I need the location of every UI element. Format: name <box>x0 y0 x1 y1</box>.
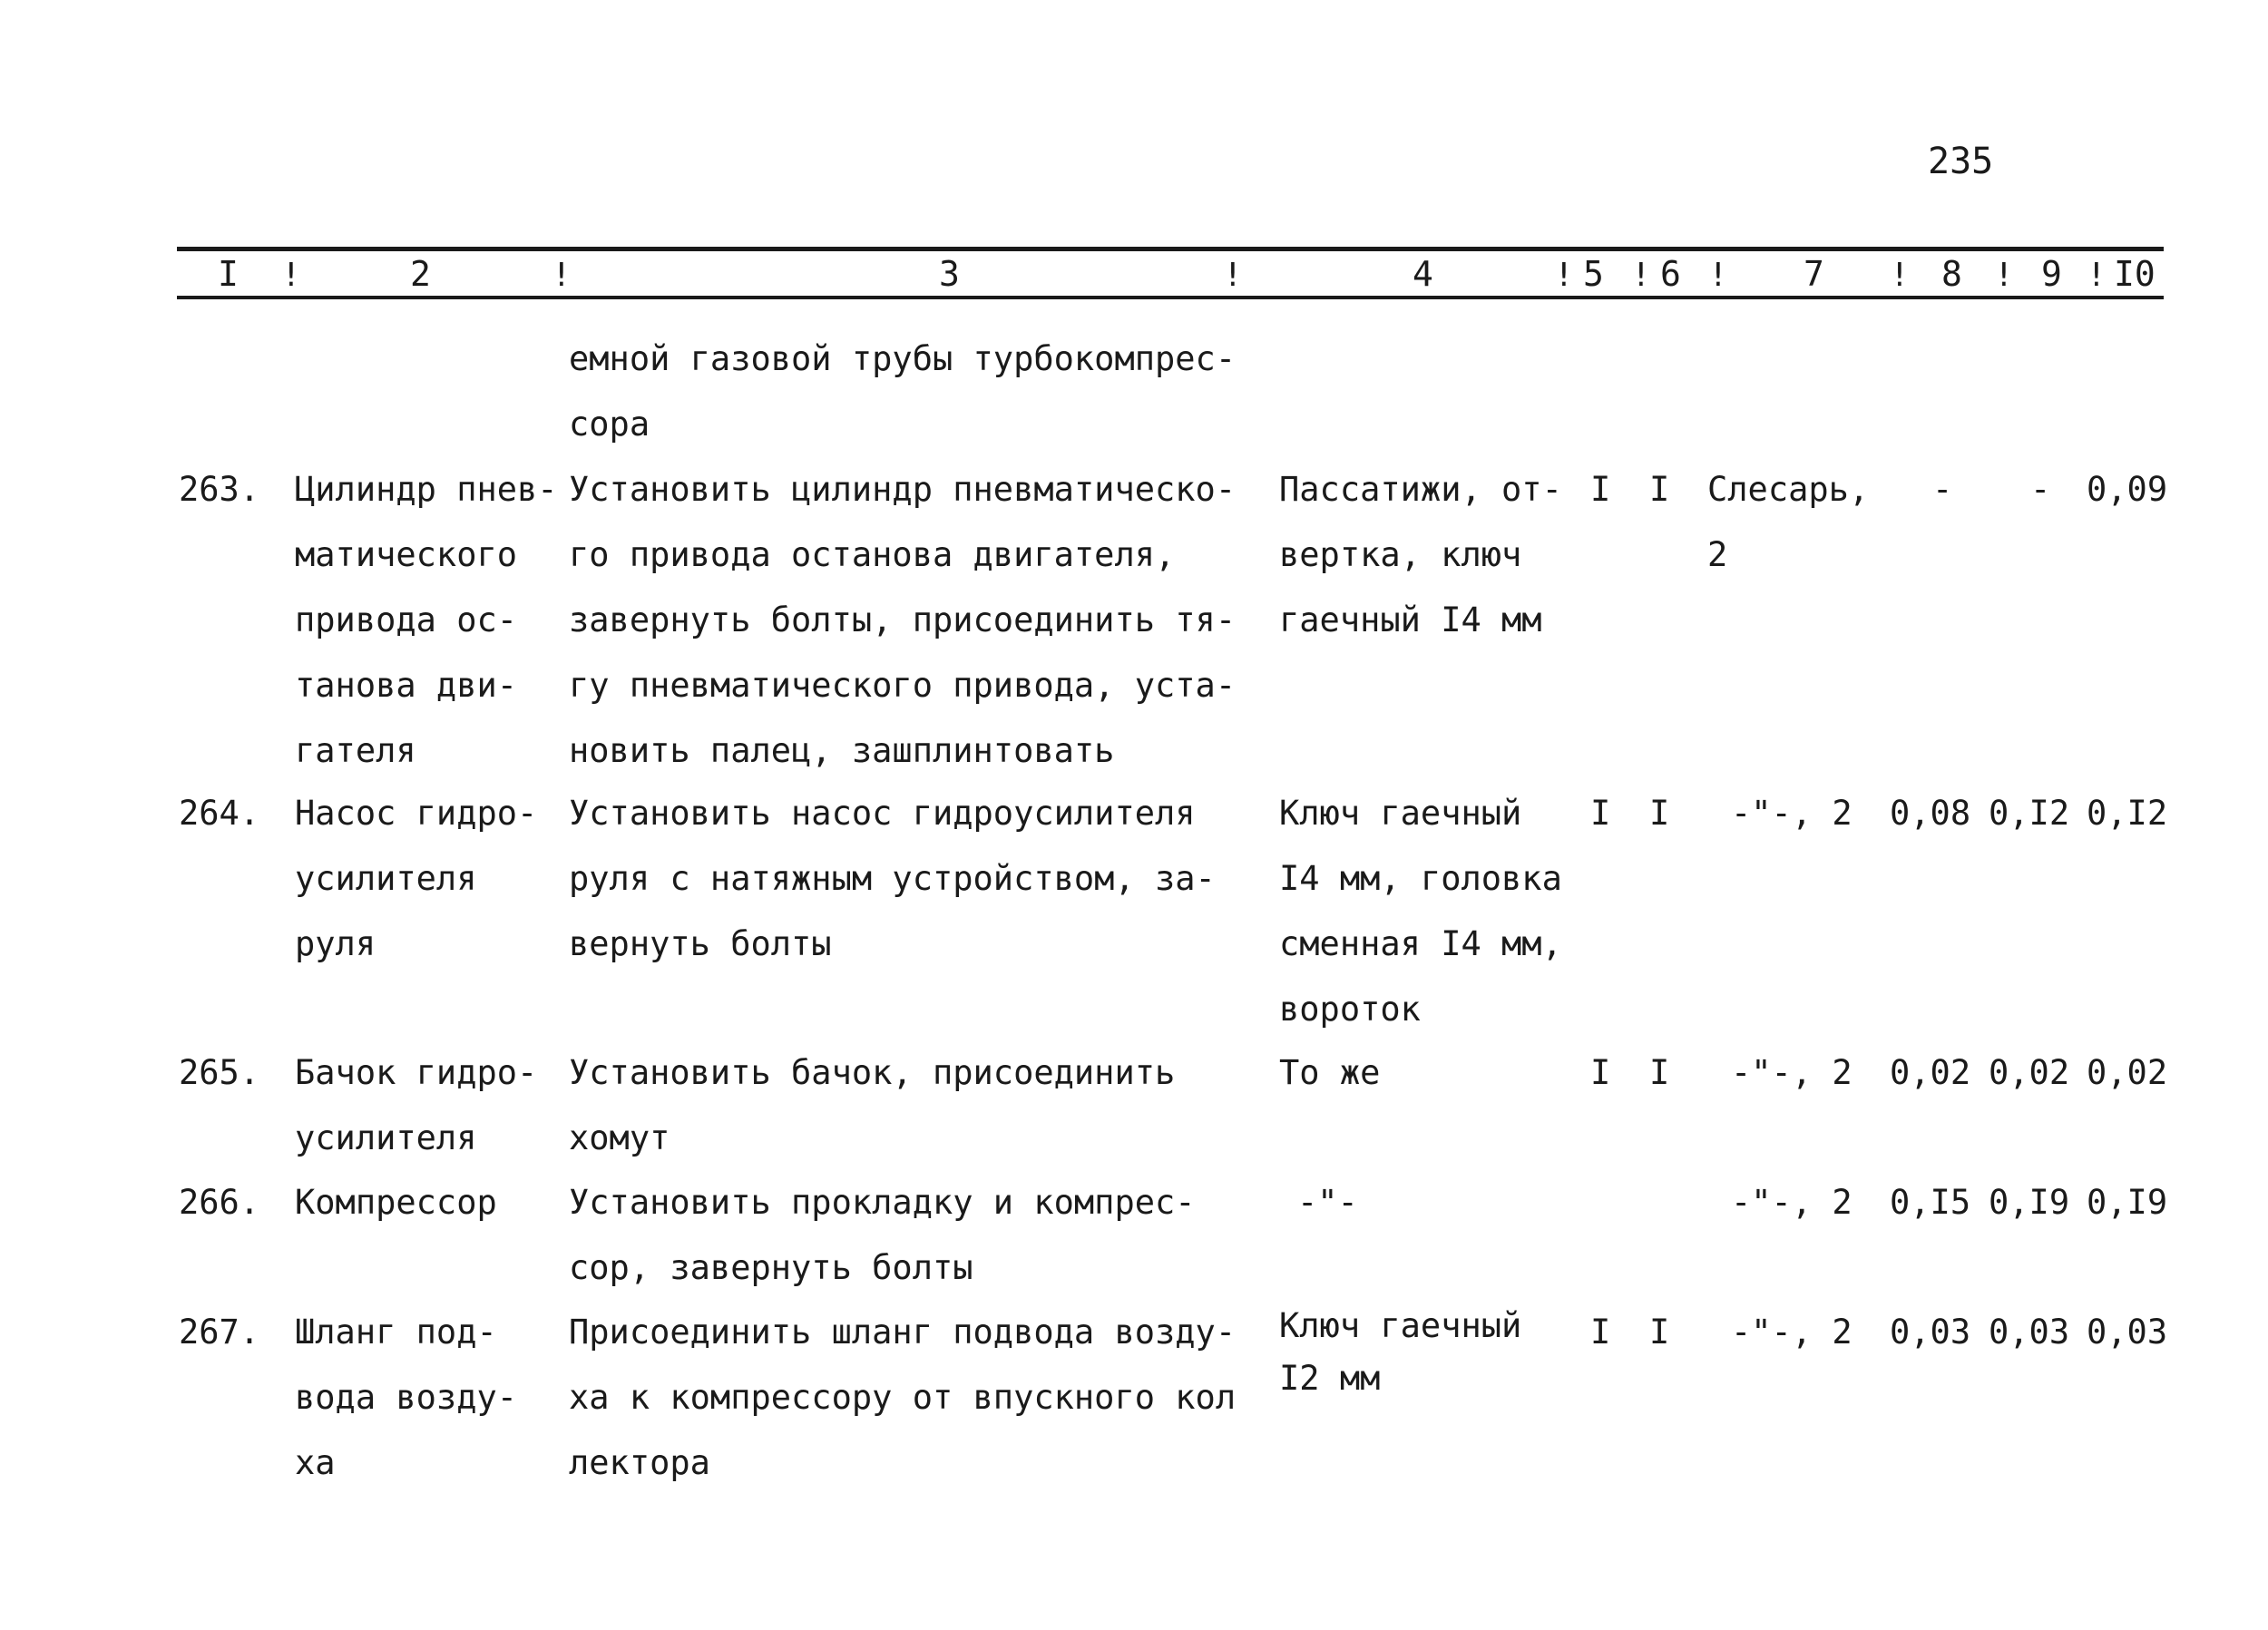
row-number: 265. <box>179 1053 260 1092</box>
tools-cell: Пассатижи, от- вертка, ключ гаечный I4 мм <box>1279 470 1562 639</box>
page-number: 235 <box>1928 141 1994 182</box>
column-header-4: 4 <box>1413 254 1433 294</box>
worker-cell: -"-, 2 <box>1731 1053 1853 1092</box>
column-separator: ! <box>1223 257 1243 294</box>
col8-cell: 0,02 <box>1890 1053 1971 1092</box>
col5-cell: I <box>1590 470 1611 509</box>
column-separator: ! <box>1708 257 1728 294</box>
part-name-cell: Бачок гидро- усилителя <box>295 1053 538 1157</box>
col8-cell: 0,08 <box>1890 794 1971 833</box>
col8-cell: 0,I5 <box>1890 1183 1971 1222</box>
column-header-7: 7 <box>1804 254 1824 294</box>
col6-cell: I <box>1649 1313 1670 1352</box>
column-header-5: 5 <box>1583 254 1604 294</box>
column-header-8: 8 <box>1941 254 1962 294</box>
continuation-operation-text: емной газовой трубы турбокомпрес- сора <box>569 339 1237 444</box>
table-top-rule <box>177 247 2164 251</box>
col9-cell: - <box>2030 470 2051 509</box>
tools-cell: Ключ гаечный I4 мм, головка сменная I4 мм, вороток <box>1279 794 1562 1029</box>
header-bottom-rule <box>177 296 2164 299</box>
column-header-6: 6 <box>1660 254 1681 294</box>
operation-cell: Установить насос гидроусилителя руля с натяжным устройством, за- вернуть болты <box>569 794 1216 963</box>
col10-cell: 0,09 <box>2087 470 2168 509</box>
row-number: 263. <box>179 470 260 509</box>
col10-cell: 0,I9 <box>2087 1183 2168 1222</box>
column-separator: ! <box>1994 257 2014 294</box>
row-number: 266. <box>179 1183 260 1222</box>
column-separator: ! <box>2087 257 2107 294</box>
col6-cell: I <box>1649 470 1670 509</box>
operation-cell: Присоединить шланг подвода возду- ха к компрессору от впускного кол лектора <box>569 1313 1237 1482</box>
column-separator: ! <box>552 257 572 294</box>
part-name-cell: Компрессор <box>295 1183 497 1222</box>
col10-cell: 0,I2 <box>2087 794 2168 833</box>
col9-cell: 0,02 <box>1989 1053 2070 1092</box>
column-header-2: 2 <box>410 254 431 294</box>
col5-cell: I <box>1590 1313 1611 1352</box>
col8-cell: 0,03 <box>1890 1313 1971 1352</box>
column-header-10: I0 <box>2114 254 2156 294</box>
col5-cell: I <box>1590 1053 1611 1092</box>
column-header-1: I <box>218 254 239 294</box>
row-number: 264. <box>179 794 260 833</box>
part-name-cell: Цилиндр пнев- матического привода ос- танова дви- гателя <box>295 470 558 770</box>
worker-cell: -"-, 2 <box>1731 794 1853 833</box>
col10-cell: 0,03 <box>2087 1313 2168 1352</box>
col6-cell: I <box>1649 794 1670 833</box>
col9-cell: 0,03 <box>1989 1313 2070 1352</box>
column-separator: ! <box>281 257 301 294</box>
part-name-cell: Шланг под- вода возду- ха <box>295 1313 518 1482</box>
operation-cell: Установить бачок, присоединить хомут <box>569 1053 1176 1157</box>
column-separator: ! <box>1890 257 1910 294</box>
worker-cell: -"-, 2 <box>1731 1313 1853 1352</box>
col8-cell: - <box>1932 470 1953 509</box>
col5-cell: I <box>1590 794 1611 833</box>
worker-cell: -"-, 2 <box>1731 1183 1853 1222</box>
tools-cell: Ключ гаечный I2 мм <box>1279 1306 1522 1398</box>
operation-cell: Установить цилиндр пневматическо- го привода останова двигателя, завернуть болты, присоединить тя- гу пневматического привода, уста- новить палец, зашплинтовать <box>569 470 1237 770</box>
part-name-cell: Насос гидро- усилителя руля <box>295 794 538 963</box>
column-separator: ! <box>1631 257 1651 294</box>
col9-cell: 0,I9 <box>1989 1183 2070 1222</box>
operation-cell: Установить прокладку и компрес- сор, завернуть болты <box>569 1183 1196 1287</box>
col6-cell: I <box>1649 1053 1670 1092</box>
column-header-3: 3 <box>939 254 960 294</box>
column-separator: ! <box>1554 257 1574 294</box>
col9-cell: 0,I2 <box>1989 794 2070 833</box>
worker-cell: Слесарь, 2 <box>1707 470 1870 574</box>
row-number: 267. <box>179 1313 260 1352</box>
col10-cell: 0,02 <box>2087 1053 2168 1092</box>
tools-cell: -"- <box>1297 1183 1358 1222</box>
tools-cell: То же <box>1279 1053 1381 1092</box>
column-header-9: 9 <box>2041 254 2062 294</box>
